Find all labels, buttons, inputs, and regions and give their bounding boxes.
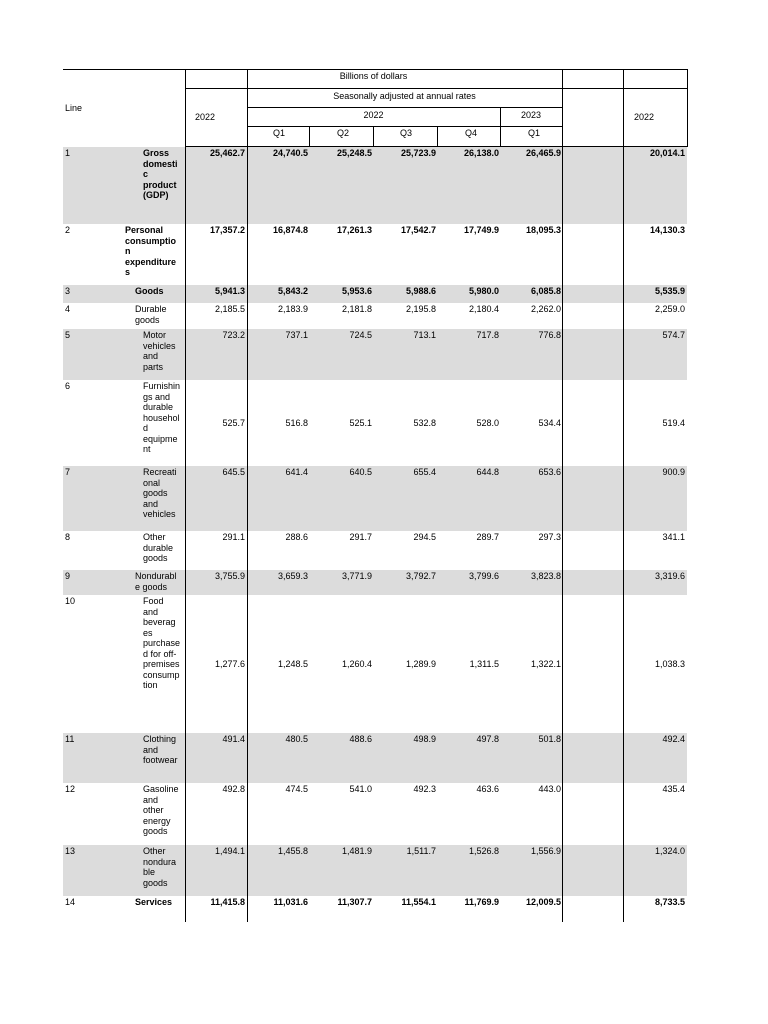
row-value: 1,260.4	[341, 659, 372, 669]
row-value: 2,185.5	[214, 304, 245, 314]
row-value-last: 341.1	[662, 532, 685, 542]
row-value: 291.1	[222, 532, 245, 542]
row-value: 5,988.6	[405, 286, 436, 296]
row-line-number: 6	[65, 381, 71, 391]
row-value-last: 2,259.0	[654, 304, 685, 314]
row-line-number: 9	[65, 571, 71, 581]
row-label: Furnishin gs and durable househol d equipme nt	[143, 381, 181, 454]
row-label: Food and beverag es purchase d for off- premises consump tion	[143, 596, 181, 690]
row-value: 644.8	[476, 467, 499, 477]
row-value: 1,481.9	[341, 846, 372, 856]
row-value: 6,085.8	[530, 286, 561, 296]
row-value-last: 1,038.3	[654, 659, 685, 669]
row-value: 25,248.5	[336, 148, 372, 158]
grid-vline	[309, 126, 310, 147]
row-value: 1,311.5	[469, 659, 499, 669]
grid-hline	[247, 107, 562, 108]
row-value-last: 8,733.5	[654, 897, 685, 907]
row-value: 17,261.3	[336, 225, 372, 235]
row-value: 498.9	[413, 734, 436, 744]
row-value: 541.0	[349, 784, 372, 794]
header-quarter-5: Q1	[528, 128, 541, 138]
row-label: Services	[135, 897, 173, 907]
row-value: 717.8	[476, 330, 499, 340]
row-value: 655.4	[413, 467, 436, 477]
row-value: 2,262.0	[530, 304, 561, 314]
row-value-last: 3,319.6	[654, 571, 685, 581]
row-value: 291.7	[349, 532, 372, 542]
header-quarter-2: Q2	[337, 128, 350, 138]
row-label: Other nondura ble goods	[143, 846, 177, 888]
row-value: 17,749.9	[463, 225, 499, 235]
row-label: Goods	[135, 286, 164, 296]
grid-hline	[185, 146, 687, 147]
header-annual-2022: 2022	[195, 112, 216, 122]
row-value: 488.6	[349, 734, 372, 744]
row-value-last: 574.7	[662, 330, 685, 340]
header-quarter-3: Q3	[400, 128, 413, 138]
row-value: 5,980.0	[468, 286, 499, 296]
row-line-number: 10	[65, 596, 76, 606]
row-value: 2,183.9	[277, 304, 308, 314]
row-value: 534.4	[538, 418, 561, 428]
header-unit: Billions of dollars	[339, 71, 408, 81]
row-value: 491.4	[222, 734, 245, 744]
grid-vline	[437, 126, 438, 147]
grid-vline	[562, 69, 563, 922]
row-line-number: 8	[65, 532, 71, 542]
grid-vline	[247, 69, 248, 922]
row-value: 289.7	[476, 532, 499, 542]
row-value: 3,792.7	[405, 571, 436, 581]
row-value: 532.8	[413, 418, 436, 428]
row-value-last: 1,324.0	[654, 846, 685, 856]
row-value: 737.1	[285, 330, 308, 340]
row-value: 11,031.6	[273, 897, 308, 907]
grid-vline	[687, 69, 688, 147]
row-value: 17,542.7	[400, 225, 436, 235]
header-seasonal: Seasonally adjusted at annual rates	[333, 91, 476, 101]
row-line-number: 1	[65, 148, 71, 158]
row-value: 18,095.3	[525, 225, 561, 235]
row-value: 474.5	[285, 784, 308, 794]
grid-hline	[247, 126, 562, 127]
row-value: 11,769.9	[464, 897, 499, 907]
row-label: Recreati onal goods and vehicles	[143, 467, 177, 519]
row-value: 288.6	[285, 532, 308, 542]
row-value-last: 5,535.9	[654, 286, 685, 296]
row-value: 2,180.4	[468, 304, 499, 314]
header-year-2023: 2023	[520, 110, 542, 120]
row-value: 640.5	[349, 467, 372, 477]
row-value: 713.1	[413, 330, 436, 340]
row-value: 2,181.8	[341, 304, 372, 314]
row-value: 1,511.7	[406, 846, 436, 856]
row-value: 1,289.9	[405, 659, 436, 669]
row-value: 12,009.5	[525, 897, 561, 907]
row-value: 723.2	[222, 330, 245, 340]
row-value: 25,723.9	[400, 148, 436, 158]
row-line-number: 14	[65, 897, 76, 907]
row-value-last: 14,130.3	[649, 225, 685, 235]
row-value: 1,494.1	[214, 846, 245, 856]
row-line-number: 4	[65, 304, 71, 314]
row-value: 5,843.2	[277, 286, 308, 296]
grid-hline	[63, 69, 687, 70]
row-value-last: 900.9	[662, 467, 685, 477]
row-label: Personal consumptio n expenditure s	[125, 225, 177, 277]
row-label: Gasoline and other energy goods	[143, 784, 179, 836]
row-value: 1,556.9	[530, 846, 561, 856]
row-value-last: 435.4	[662, 784, 685, 794]
row-line-number: 5	[65, 330, 71, 340]
row-label: Durable goods	[135, 304, 167, 325]
row-value: 492.3	[413, 784, 436, 794]
row-line-number: 3	[65, 286, 71, 296]
row-value: 641.4	[285, 467, 308, 477]
row-value: 463.6	[476, 784, 499, 794]
row-value-last: 20,014.1	[649, 148, 685, 158]
row-label: Nondurabl e goods	[135, 571, 177, 592]
row-value: 516.8	[285, 418, 308, 428]
row-line-number: 11	[65, 734, 75, 744]
row-label: Clothing and footwear	[143, 734, 178, 765]
row-value-last: 519.4	[662, 418, 685, 428]
grid-vline	[500, 107, 501, 147]
row-value: 501.8	[538, 734, 561, 744]
row-value: 1,455.8	[277, 846, 308, 856]
row-line-number: 13	[65, 846, 76, 856]
row-value: 16,874.8	[272, 225, 308, 235]
row-value: 26,465.9	[525, 148, 561, 158]
row-value: 11,307.7	[337, 897, 372, 907]
row-value: 3,771.9	[341, 571, 372, 581]
row-value: 653.6	[538, 467, 561, 477]
row-value: 528.0	[476, 418, 499, 428]
row-value: 11,554.1	[401, 897, 436, 907]
header-quarter-1: Q1	[273, 128, 286, 138]
grid-vline	[623, 69, 624, 922]
row-value: 724.5	[349, 330, 372, 340]
row-value: 480.5	[285, 734, 308, 744]
row-label: Gross domesti c product (GDP)	[143, 148, 178, 200]
row-value: 3,755.9	[214, 571, 245, 581]
row-value: 1,322.1	[530, 659, 561, 669]
row-value: 1,248.5	[277, 659, 308, 669]
row-value: 294.5	[413, 532, 436, 542]
row-line-number: 7	[65, 467, 71, 477]
row-value: 497.8	[476, 734, 499, 744]
row-value: 25,462.7	[209, 148, 245, 158]
row-value: 776.8	[538, 330, 561, 340]
gdp-table	[63, 69, 687, 922]
row-value: 11,415.8	[210, 897, 245, 907]
header-year-2022: 2022	[363, 110, 384, 120]
header-line: Line	[65, 103, 83, 113]
row-value: 443.0	[538, 784, 561, 794]
row-value: 3,659.3	[277, 571, 308, 581]
row-label: Motor vehicles and parts	[143, 330, 176, 372]
row-value: 17,357.2	[209, 225, 245, 235]
row-value: 24,740.5	[272, 148, 308, 158]
row-value: 3,799.6	[468, 571, 499, 581]
row-value: 525.1	[349, 418, 372, 428]
row-value-last: 492.4	[662, 734, 685, 744]
row-line-number: 2	[65, 225, 71, 235]
row-value: 1,277.6	[214, 659, 245, 669]
row-value: 645.5	[222, 467, 245, 477]
row-value: 1,526.8	[468, 846, 499, 856]
row-value: 26,138.0	[463, 148, 499, 158]
grid-vline	[185, 69, 186, 922]
row-value: 525.7	[222, 418, 245, 428]
grid-hline	[185, 88, 687, 89]
grid-vline	[373, 126, 374, 147]
row-value: 5,941.3	[214, 286, 245, 296]
header-quarter-4: Q4	[465, 128, 478, 138]
row-value: 5,953.6	[341, 286, 372, 296]
header-last-2022: 2022	[634, 112, 655, 122]
row-value: 297.3	[538, 532, 561, 542]
row-value: 3,823.8	[530, 571, 561, 581]
row-value: 2,195.8	[405, 304, 436, 314]
row-label: Other durable goods	[143, 532, 174, 563]
row-line-number: 12	[65, 784, 76, 794]
row-value: 492.8	[222, 784, 245, 794]
